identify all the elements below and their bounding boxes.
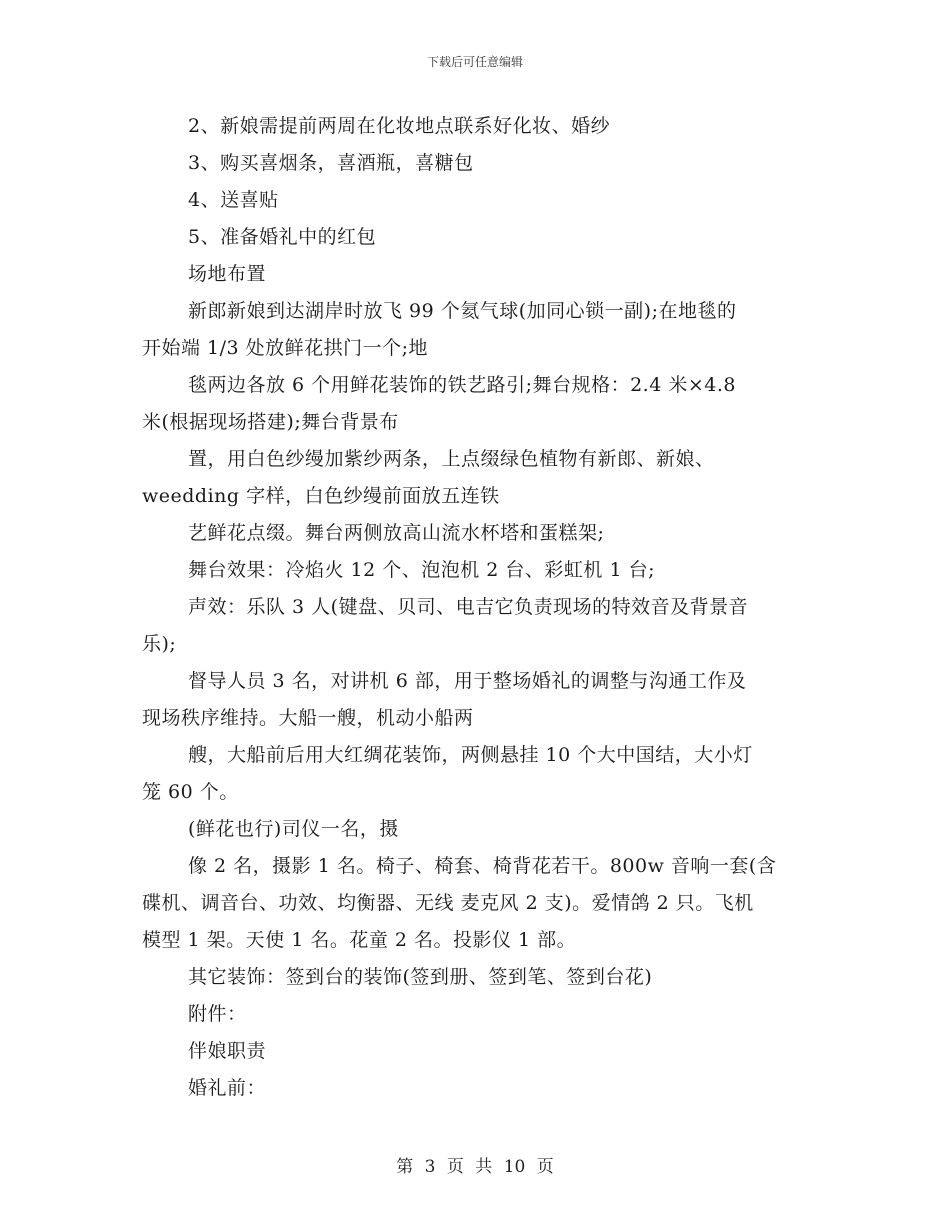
text-line: 艘，大船前后用大红绸花装饰，两侧悬挂 10 个大中国结，大小灯 <box>188 744 753 766</box>
text-line: 4、送喜贴 <box>188 189 279 211</box>
text-line: 碟机、调音台、功效、均衡器、无线 麦克风 2 支)。爱情鸽 2 只。飞机 <box>142 892 754 914</box>
text-line: 乐); <box>142 633 177 655</box>
section-heading: 场地布置 <box>188 263 267 285</box>
text-line: 其它装饰：签到台的装饰(签到册、签到笔、签到台花) <box>188 966 653 988</box>
text-line: 开始端 1/3 处放鲜花拱门一个;地 <box>142 337 429 359</box>
text-line: 舞台效果：冷焰火 12 个、泡泡机 2 台、彩虹机 1 台; <box>188 559 655 581</box>
document-body <box>142 108 812 1107</box>
page-footer: 第 3 页 共 10 页 <box>396 1157 554 1177</box>
text-line: 艺鲜花点缀。舞台两侧放高山流水杯塔和蛋糕架; <box>188 522 605 544</box>
text-line: 模型 1 架。天使 1 名。花童 2 名。投影仪 1 部。 <box>142 929 577 951</box>
text-line: weedding 字样，白色纱缦前面放五连铁 <box>142 485 500 507</box>
text-line: 毯两边各放 6 个用鲜花装饰的铁艺路引;舞台规格：2.4 米×4.8 <box>188 374 736 396</box>
text-line: 声效：乐队 3 人(键盘、贝司、电吉它负责现场的特效音及背景音 <box>188 596 749 618</box>
text-line: 婚礼前： <box>188 1077 267 1099</box>
text-line: 笼 60 个。 <box>142 781 239 803</box>
text-line: 附件： <box>188 1003 247 1025</box>
text-line: 3、购买喜烟条，喜酒瓶，喜糖包 <box>188 152 474 174</box>
text-line: 置，用白色纱缦加紫纱两条，上点缀绿色植物有新郎、新娘、 <box>188 448 715 470</box>
text-line: (鲜花也行)司仪一名，摄 <box>188 818 399 840</box>
text-line: 2、新娘需提前两周在化妆地点联系好化妆、婚纱 <box>188 115 611 137</box>
text-line: 督导人员 3 名，对讲机 6 部，用于整场婚礼的调整与沟通工作及 <box>188 670 747 692</box>
text-line: 现场秩序维持。大船一艘，机动小船两 <box>142 707 474 729</box>
page-header: 下载后可任意编辑 <box>426 55 523 69</box>
section-heading: 伴娘职责 <box>188 1040 267 1062</box>
text-line: 5、准备婚礼中的红包 <box>188 226 377 248</box>
text-line: 新郎新娘到达湖岸时放飞 99 个氦气球(加同心锁一副);在地毯的 <box>188 300 737 322</box>
text-line: 像 2 名，摄影 1 名。椅子、椅套、椅背花若干。800w 音响一套(含 <box>188 855 777 877</box>
text-line: 米(根据现场搭建);舞台背景布 <box>142 411 399 433</box>
